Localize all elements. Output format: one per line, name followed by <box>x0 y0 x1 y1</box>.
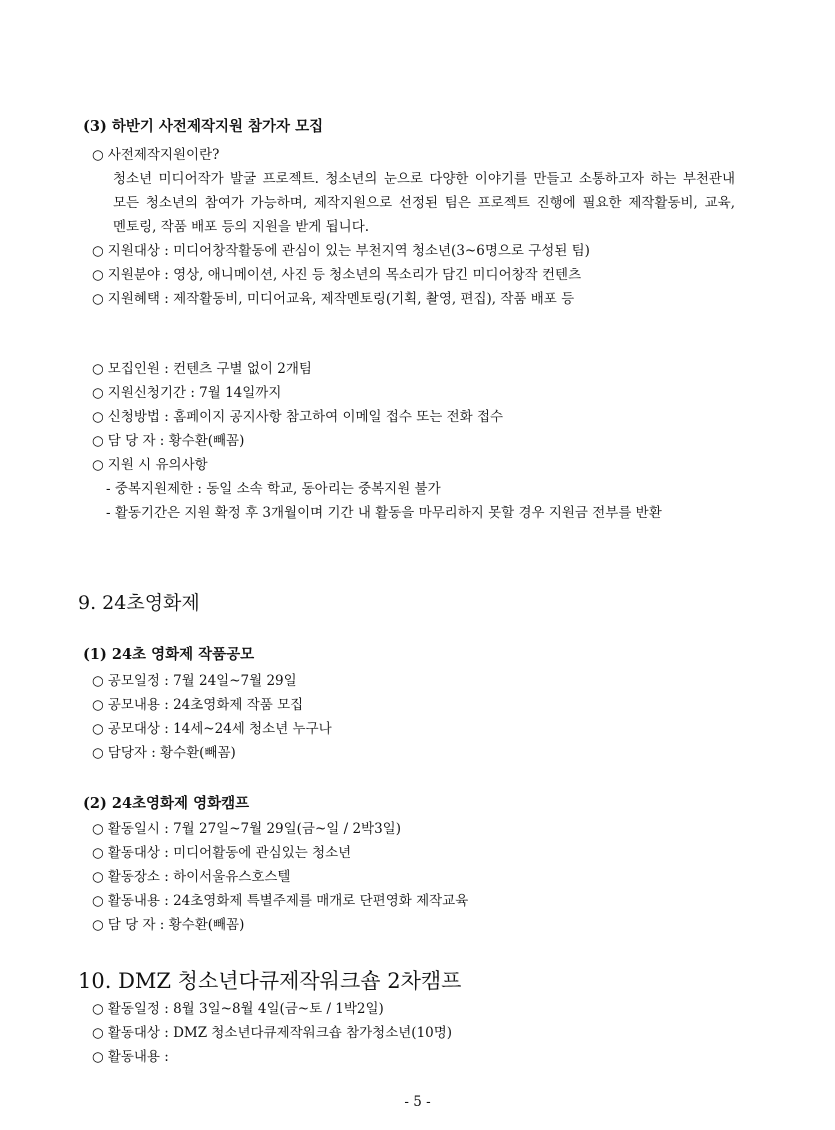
item-text: 활동대상 : DMZ 청소년다큐제작워크숍 참가청소년(10명) <box>107 1025 453 1041</box>
bullet-icon: ○ <box>92 869 104 885</box>
item-text: 활동내용 : 24초영화제 특별주제를 매개로 단편영화 제작교육 <box>107 893 469 909</box>
item-text: 담당자 : 황수환(빼꼼) <box>107 745 236 761</box>
bullet-icon: ○ <box>92 1001 104 1017</box>
bullet-icon: ○ <box>92 409 104 425</box>
list-item <box>92 892 468 910</box>
list-item <box>92 242 590 260</box>
list-item <box>92 720 332 738</box>
application-period: 지원신청기간 : 7월 14일까지 <box>107 385 282 401</box>
item-text: 담 당 자 : 황수환(빼꼼) <box>107 917 245 933</box>
bullet-icon: ○ <box>92 291 104 307</box>
application-method: 신청방법 : 홈페이지 공지사항 참고하여 이메일 접수 또는 전화 접수 <box>107 409 504 425</box>
item-text: 활동일시 : 7월 27일~7월 29일(금~일 / 2박3일) <box>107 821 401 837</box>
contact-person: 담 당 자 : 황수환(빼꼼) <box>107 433 245 449</box>
item-text: 활동장소 : 하이서울유스호스텔 <box>107 869 291 885</box>
item-text: 활동대상 : 미디어활동에 관심있는 청소년 <box>107 845 352 861</box>
item-text: 공모일정 : 7월 24일~7월 29일 <box>107 673 297 689</box>
bullet-icon: ○ <box>92 1025 104 1041</box>
item-text: 활동내용 : <box>107 1049 169 1065</box>
description-line: 멘토링, 작품 배포 등의 지원을 받게 됩니다. <box>113 219 370 235</box>
recruit-count: 모집인원 : 컨텐츠 구별 없이 2개팀 <box>107 361 312 377</box>
description-line: 모든 청소년의 참여가 가능하며, 제작지원으로 선정된 팀은 프로젝트 진행에 필요한 제작활동비, 교육, <box>113 195 735 211</box>
list-item <box>92 290 574 308</box>
note-item: - 활동기간은 지원 확정 후 3개월이며 기간 내 활동을 마무리하지 못할 경우 지원금 전부를 반환 <box>106 505 662 521</box>
list-item <box>92 744 236 762</box>
list-item <box>92 696 303 714</box>
list-item <box>92 1000 384 1018</box>
section-9-1-title: (1) 24초 영화제 작품공모 <box>83 646 255 663</box>
list-item <box>92 916 244 934</box>
item-text: 공모대상 : 14세~24세 청소년 누구나 <box>107 721 332 737</box>
bullet-icon: ○ <box>92 845 104 861</box>
bullet-icon: ○ <box>92 893 104 909</box>
section-9-2-title: (2) 24초영화제 영화캠프 <box>83 795 250 812</box>
description-line: 청소년 미디어작가 발굴 프로젝트. 청소년의 눈으로 다양한 이야기를 만들고 소통하고자 하는 부천관내 <box>113 171 735 187</box>
note-item: - 중복지원제한 : 동일 소속 학교, 동아리는 중복지원 불가 <box>106 481 441 497</box>
support-field: 지원분야 : 영상, 애니메이션, 사진 등 청소년의 목소리가 담긴 미디어창작 컨텐츠 <box>107 267 582 283</box>
bullet-icon: ○ <box>92 917 104 933</box>
list-item <box>92 408 503 426</box>
bullet-icon: ○ <box>92 243 104 259</box>
list-item <box>92 672 297 690</box>
list-item <box>92 1024 452 1042</box>
item-text: 활동일정 : 8월 3일~8월 4일(금~토 / 1박2일) <box>107 1001 384 1017</box>
page-number: - 5 - <box>404 1094 431 1110</box>
item-text: 공모내용 : 24초영화제 작품 모집 <box>107 697 304 713</box>
bullet-icon: ○ <box>92 147 104 163</box>
section-10-title: 10. DMZ 청소년다큐제작워크숍 2차캠프 <box>78 969 462 993</box>
list-item <box>92 844 351 862</box>
bullet-icon: ○ <box>92 745 104 761</box>
bullet-icon: ○ <box>92 821 104 837</box>
section-3-title: (3) 하반기 사전제작지원 참가자 모집 <box>83 118 324 135</box>
bullet-icon: ○ <box>92 673 104 689</box>
list-item <box>92 868 290 886</box>
list-item <box>92 360 312 378</box>
notes-heading: 지원 시 유의사항 <box>107 457 208 473</box>
list-item <box>92 384 281 402</box>
bullet-icon: ○ <box>92 457 104 473</box>
bullet-icon: ○ <box>92 433 104 449</box>
bullet-icon: ○ <box>92 1049 104 1065</box>
question-text: 사전제작지원이란? <box>107 147 220 163</box>
support-benefit: 지원혜택 : 제작활동비, 미디어교육, 제작멘토링(기획, 촬영, 편집), 작품 배포 등 <box>107 291 575 307</box>
bullet-icon: ○ <box>92 267 104 283</box>
bullet-icon: ○ <box>92 721 104 737</box>
list-item <box>92 432 244 450</box>
bullet-icon: ○ <box>92 697 104 713</box>
bullet-icon: ○ <box>92 361 104 377</box>
list-item <box>92 146 219 164</box>
support-target: 지원대상 : 미디어창작활동에 관심이 있는 부천지역 청소년(3~6명으로 구성된 팀) <box>107 243 590 259</box>
list-item <box>92 456 208 474</box>
section-9-title: 9. 24초영화제 <box>78 592 200 614</box>
list-item <box>92 820 401 838</box>
list-item <box>92 266 581 284</box>
bullet-icon: ○ <box>92 385 104 401</box>
list-item <box>92 1048 169 1066</box>
